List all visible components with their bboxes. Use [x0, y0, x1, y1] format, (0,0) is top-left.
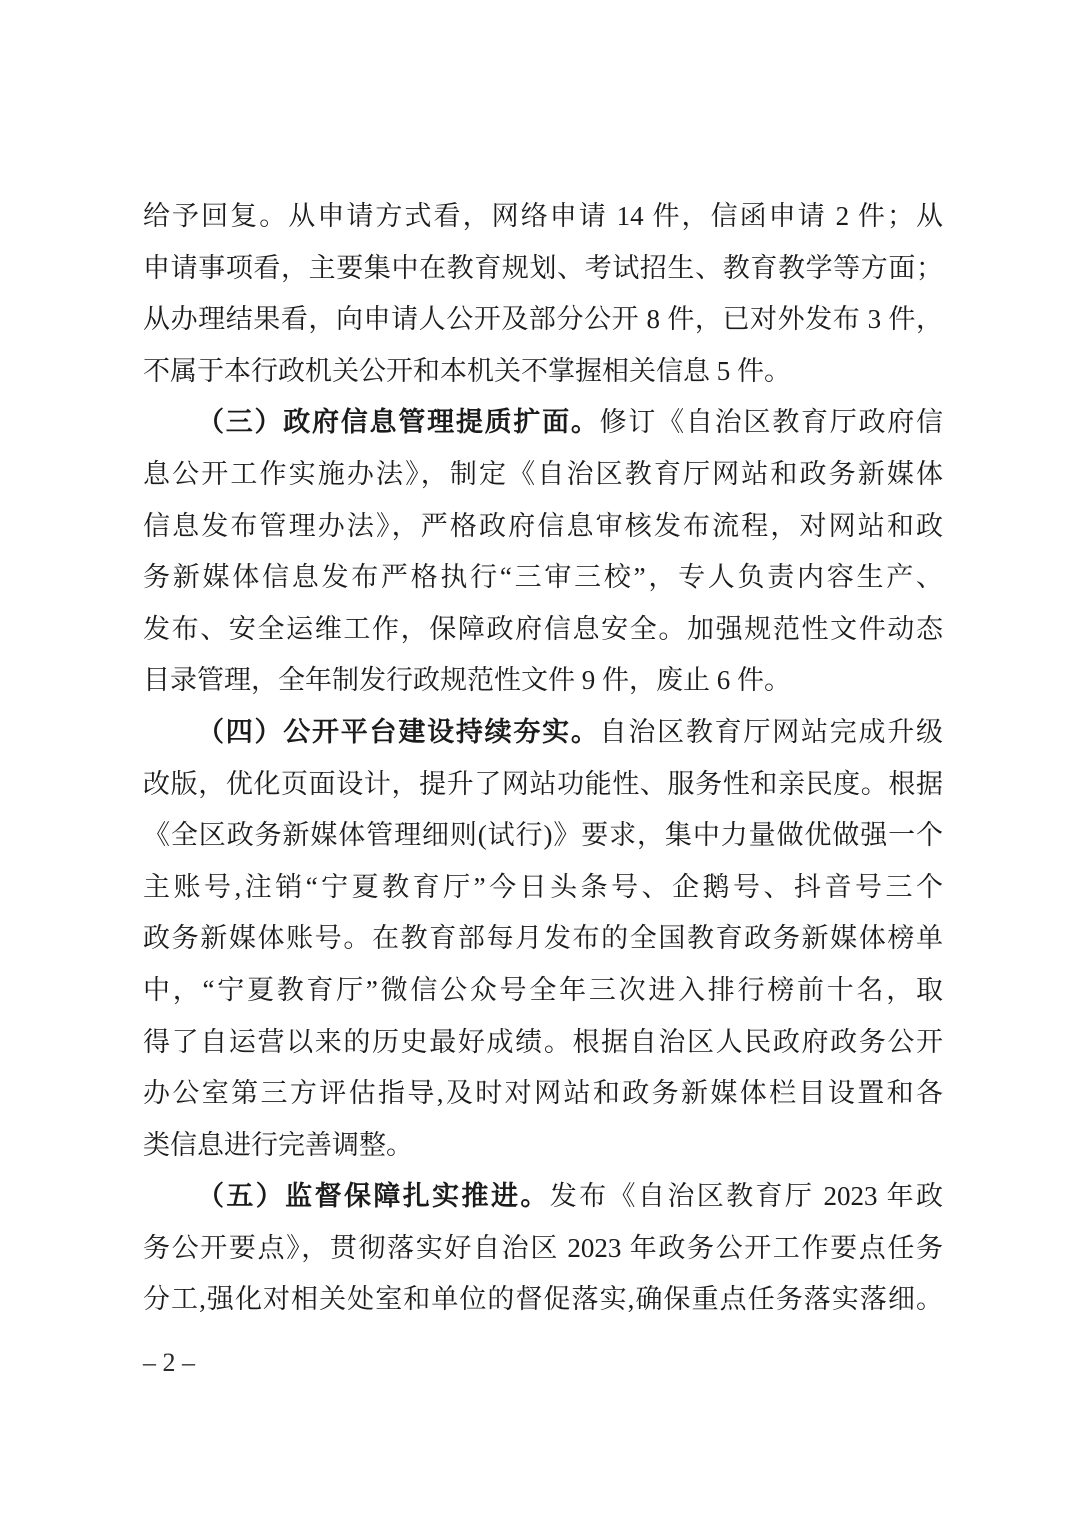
section-4-heading: （四）公开平台建设持续夯实。: [197, 716, 600, 747]
section-5-heading: （五）监督保障扎实推进。: [197, 1181, 550, 1212]
text-line: [143, 397, 943, 449]
section-4-text-start: 自治区教育厅网站完成升级: [599, 716, 944, 747]
section-3-text-start: 修订《自治区教育厅政府信: [599, 407, 944, 438]
text-line: 务新媒体信息发布严格执行“三审三校”，专人负责内容生产、: [143, 562, 943, 593]
page-number: – 2 –: [143, 1348, 195, 1378]
text-line: [143, 1171, 943, 1223]
text-line: 中，“宁夏教育厅”微信公众号全年三次进入排行榜前十名，取: [143, 974, 943, 1005]
section-3-heading: （三）政府信息管理提质扩面。: [197, 407, 600, 438]
text-line: [143, 707, 943, 759]
text-line: 目录管理，全年制发行政规范性文件 9 件，废止 6 件。: [143, 665, 791, 696]
text-line: 息公开工作实施办法》，制定《自治区教育厅网站和政务新媒体: [143, 458, 943, 489]
text-line: 得了自运营以来的历史最好成绩。根据自治区人民政府政务公开: [143, 1026, 943, 1057]
text-line: 改版，优化页面设计，提升了网站功能性、服务性和亲民度。根据: [143, 768, 943, 799]
document-body: [143, 191, 943, 1326]
text-line: 发布、安全运维工作，保障政府信息安全。加强规范性文件动态: [143, 613, 943, 644]
text-line: 申请事项看，主要集中在教育规划、考试招生、教育教学等方面；: [143, 252, 943, 283]
paragraph-continuation: [143, 191, 943, 397]
text-line: 不属于本行政机关公开和本机关不掌握相关信息 5 件。: [143, 355, 791, 386]
text-line: 务公开要点》，贯彻落实好自治区 2023 年政务公开工作要点任务: [143, 1232, 943, 1263]
text-line: 给予回复。从申请方式看，网络申请 14 件，信函申请 2 件；从: [143, 201, 943, 231]
text-line: 信息发布管理办法》，严格政府信息审核发布流程，对网站和政: [143, 510, 943, 541]
text-line: 《全区政务新媒体管理细则(试行)》要求，集中力量做优做强一个: [143, 820, 943, 851]
section-5-text-start: 发布《自治区教育厅 2023 年政: [549, 1181, 943, 1212]
paragraph-section-4: [143, 707, 943, 1171]
paragraph-section-3: [143, 397, 943, 707]
paragraph-section-5: [143, 1171, 943, 1326]
text-line: 政务新媒体账号。在教育部每月发布的全国教育政务新媒体榜单: [143, 923, 943, 954]
text-line: 类信息进行完善调整。: [143, 1129, 413, 1160]
text-line: 分工,强化对相关处室和单位的督促落实,确保重点任务落实落细。: [143, 1284, 943, 1315]
text-line: 办公室第三方评估指导,及时对网站和政务新媒体栏目设置和各: [143, 1078, 943, 1109]
text-line: 主账号,注销“宁夏教育厅”今日头条号、企鹅号、抖音号三个: [143, 871, 943, 902]
text-line: 从办理结果看，向申请人公开及部分公开 8 件，已对外发布 3 件，: [143, 304, 943, 335]
